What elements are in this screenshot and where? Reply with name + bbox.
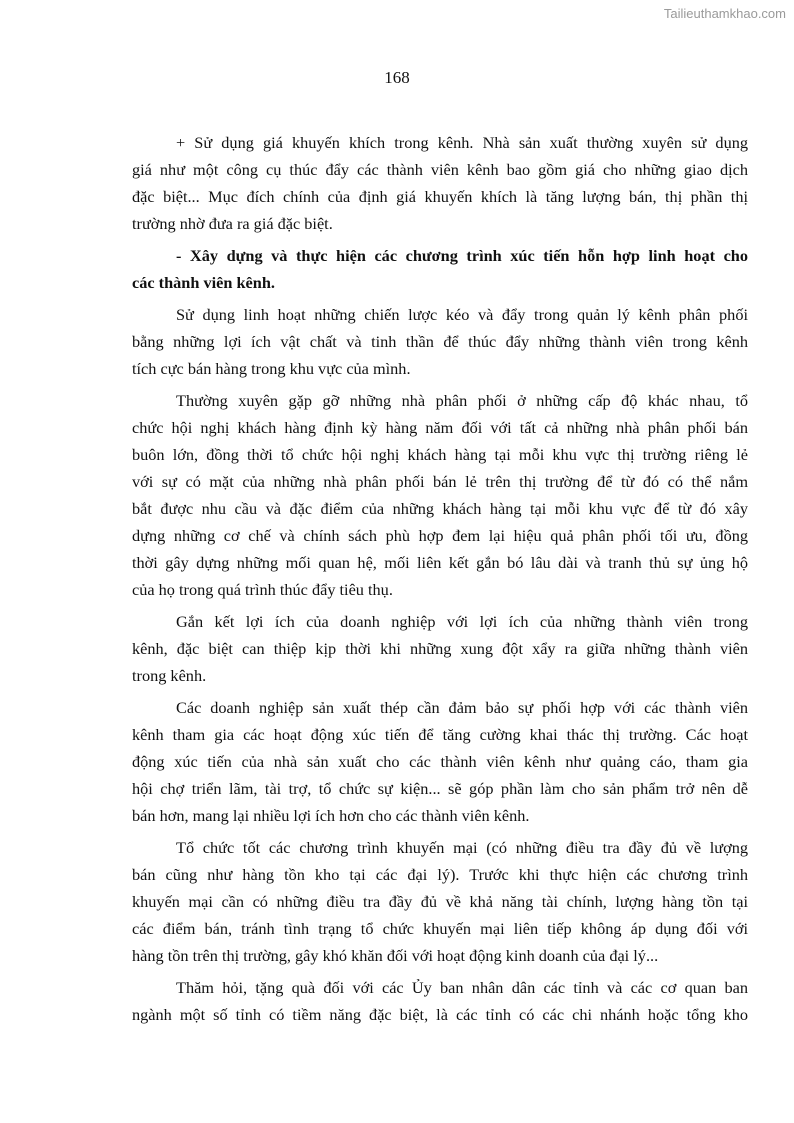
text-line: Tổ chức tốt các chương trình khuyến mại (có những điều tra đầy đủ về lượng — [176, 838, 748, 857]
text-line: bằng những lợi ích vật chất và tinh thần để thúc đẩy những thành viên trong kênh — [132, 332, 748, 351]
text-line: trong kênh. — [132, 666, 207, 685]
text-line: + Sử dụng giá khuyến khích trong kênh. Nhà sản xuất thường xuyên sử dụng — [176, 133, 748, 152]
text-line: các thành viên kênh. — [132, 273, 275, 292]
text-line: Thăm hỏi, tặng quà đối với các Ủy ban nhân dân các tỉnh và các cơ quan ban — [176, 978, 748, 997]
paragraph — [132, 608, 748, 689]
text-line: Gắn kết lợi ích của doanh nghiệp với lợi ích của những thành viên trong — [176, 612, 748, 631]
paragraph — [132, 974, 748, 1028]
text-line: thời gây dựng những mối quan hệ, mối liên kết gắn bó lâu dài và tranh thủ sự ủng hộ — [132, 553, 748, 572]
text-line: với sự có mặt của những nhà phân phối bán lẻ trên thị trường để từ đó có thể nắm — [132, 472, 748, 491]
text-line: khuyến mại cần có những điều tra đầy đủ về khả năng tài chính, lượng hàng tồn tại — [132, 892, 748, 911]
text-line: bán hơn, mang lại nhiều lợi ích hơn cho các thành viên kênh. — [132, 806, 530, 825]
text-line: động xúc tiến của nhà sản xuất cho các thành viên kênh như quảng cáo, tham gia — [132, 752, 748, 771]
text-line: giá như một công cụ thúc đẩy các thành viên kênh bao gồm giá cho những giao dịch — [132, 160, 748, 179]
text-line: của họ trong quá trình thúc đẩy tiêu thụ. — [132, 580, 393, 599]
text-line: các điểm bán, tránh tình trạng tổ chức khuyến mại liên tiếp không áp dụng đối với — [132, 919, 748, 938]
document-body — [132, 129, 748, 1033]
page-number: 168 — [384, 68, 410, 87]
paragraph — [132, 129, 748, 237]
paragraph — [132, 834, 748, 969]
text-line: kênh, đặc biệt can thiệp kịp thời khi những xung đột xẩy ra giữa những thành viên — [132, 639, 748, 658]
text-line: Các doanh nghiệp sản xuất thép cần đảm bảo sự phối hợp với các thành viên — [176, 698, 748, 717]
section-heading — [132, 242, 748, 296]
text-line: dựng những cơ chế và chính sách phù hợp đem lại hiệu quả phân phối tối ưu, đồng — [132, 526, 748, 545]
text-line: tích cực bán hàng trong khu vực của mình. — [132, 359, 411, 378]
text-line: bắt được nhu cầu và đặc điểm của những khách hàng tại mỗi khu vực để từ đó xây — [132, 499, 748, 518]
paragraph — [132, 694, 748, 829]
paragraph — [132, 301, 748, 382]
text-line: Thường xuyên gặp gỡ những nhà phân phối ở những cấp độ khác nhau, tổ — [176, 391, 748, 410]
text-line: buôn lớn, đồng thời tổ chức hội nghị khách hàng tại mỗi khu vực thị trường riêng lẻ — [132, 445, 748, 464]
text-line: Sử dụng linh hoạt những chiến lược kéo và đẩy trong quản lý kênh phân phối — [176, 305, 748, 324]
watermark: Tailieuthamkhao.com — [663, 6, 786, 21]
paragraph — [132, 387, 748, 603]
text-line: hội chợ triển lãm, tài trợ, tổ chức sự kiện... sẽ góp phần làm cho sản phẩm trở nên dễ — [132, 779, 748, 798]
text-line: chức hội nghị khách hàng định kỳ hàng năm đối với tất cả những nhà phân phối bán — [132, 418, 748, 437]
text-line: bán cũng như hàng tồn kho tại các đại lý). Trước khi thực hiện các chương trình — [132, 865, 748, 884]
text-line: ngành một số tỉnh có tiềm năng đặc biệt, là các tỉnh có các chi nhánh hoặc tổng kho — [132, 1005, 748, 1024]
text-line: kênh tham gia các hoạt động xúc tiến để tăng cường khai thác thị trường. Các hoạt — [132, 725, 748, 744]
text-line: hàng tồn trên thị trường, gây khó khăn đối với hoạt động kinh doanh của đại lý... — [132, 946, 659, 965]
text-line: đặc biệt... Mục đích chính của định giá khuyến khích là tăng lượng bán, thị phần thị — [132, 187, 748, 206]
text-line: - Xây dựng và thực hiện các chương trình xúc tiến hỗn hợp linh hoạt cho — [176, 246, 748, 265]
text-line: trường nhờ đưa ra giá đặc biệt. — [132, 214, 333, 233]
